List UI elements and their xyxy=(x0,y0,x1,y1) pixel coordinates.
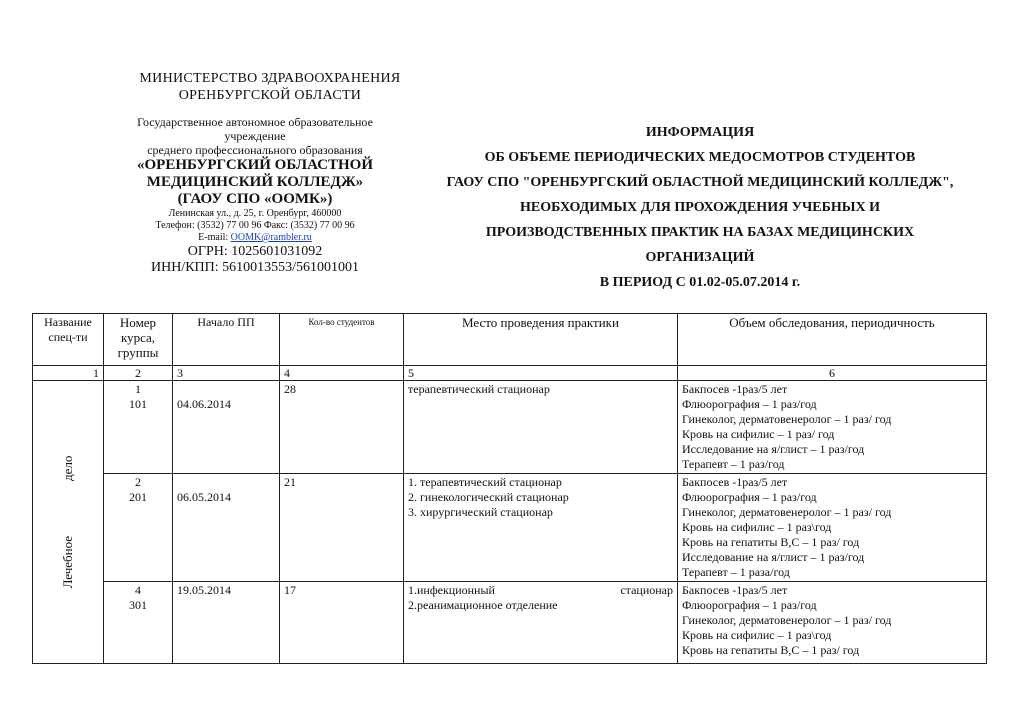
column-number: 4 xyxy=(280,366,404,381)
place-item: 1. терапевтический стационар xyxy=(408,475,562,489)
address: Ленинская ул., д. 25, г. Оренбург, 460000 xyxy=(168,208,342,219)
email-line xyxy=(120,232,390,244)
start-date: 06.05.2014 xyxy=(177,490,231,504)
exam-item: Исследование на я/глист – 1 раз/год xyxy=(682,442,865,456)
table-header-row xyxy=(33,314,987,366)
column-number: 2 xyxy=(104,366,173,381)
exam-item: Гинеколог, дерматовенеролог – 1 раз/ год xyxy=(682,613,892,627)
title-line: ИНФОРМАЦИЯ xyxy=(645,125,755,140)
inn-kpp: ИНН/КПП: 5610013553/561001001 xyxy=(150,260,360,275)
exams-cell xyxy=(678,582,987,664)
column-number: 6 xyxy=(678,366,987,381)
course-number: 2 xyxy=(135,475,141,489)
place-word: 1.инфекционный xyxy=(408,583,495,597)
exam-item: Терапевт – 1 раза/год xyxy=(682,565,790,579)
college-name: «ОРЕНБУРГСКИЙ ОБЛАСТНОЙ xyxy=(136,157,373,173)
place-item: 2.реанимационное отделение xyxy=(408,598,558,612)
institution-line: среднего профессионального образования xyxy=(147,143,363,157)
exam-item: Бакпосев -1раз/5 лет xyxy=(682,475,788,489)
exam-item: Флюорография – 1 раз/год xyxy=(682,397,817,411)
header-exams: Объем обследования, периодичность xyxy=(678,314,987,366)
exam-item: Гинеколог, дерматовенеролог – 1 раз/ год xyxy=(682,505,892,519)
students-cell: 21 xyxy=(280,474,404,582)
title-line: ОБ ОБЪЕМЕ ПЕРИОДИЧЕСКИХ МЕДОСМОТРОВ СТУДЕНТОВ xyxy=(484,150,916,165)
header-start: Начало ПП xyxy=(173,314,280,366)
document-title xyxy=(400,120,1000,295)
email-label: E-mail: xyxy=(198,232,231,243)
exam-item: Кровь на гепатиты В,С – 1 раз/ год xyxy=(682,643,860,657)
course-number: 4 xyxy=(135,583,141,597)
college-abbrev: (ГАОУ СПО «ООМК») xyxy=(177,191,333,207)
students-cell: 17 xyxy=(280,582,404,664)
group-number: 301 xyxy=(129,598,147,612)
place-item: терапевтический стационар xyxy=(408,382,550,396)
students-cell: 28 xyxy=(280,381,404,474)
column-number: 1 xyxy=(33,366,104,381)
institution-line: Государственное автономное образовательное xyxy=(137,115,373,129)
column-number: 3 xyxy=(173,366,280,381)
start-cell xyxy=(173,474,280,582)
header-course: Номер курса, группы xyxy=(104,314,173,366)
exam-item: Бакпосев -1раз/5 лет xyxy=(682,382,788,396)
course-cell xyxy=(104,381,173,474)
header-students: Кол-во студентов xyxy=(280,314,404,366)
exams-cell xyxy=(678,474,987,582)
exam-item: Кровь на сифилис – 1 раз/ год xyxy=(682,427,835,441)
place-item: 3. хирургический стационар xyxy=(408,505,553,519)
ogrn: ОГРН: 1025601031092 xyxy=(187,244,323,259)
group-number: 101 xyxy=(129,397,147,411)
table-row xyxy=(33,381,987,474)
start-date: 04.06.2014 xyxy=(177,397,231,411)
exam-item: Бакпосев -1раз/5 лет xyxy=(682,583,788,597)
institution-block xyxy=(120,115,390,276)
start-date: 19.05.2014 xyxy=(177,583,231,597)
course-number: 1 xyxy=(135,382,141,396)
place-item xyxy=(408,583,673,598)
specialty-word: дело xyxy=(60,455,75,481)
place-cell xyxy=(404,381,678,474)
title-line: НЕОБХОДИМЫХ ДЛЯ ПРОХОЖДЕНИЯ УЧЕБНЫХ И xyxy=(520,200,880,215)
specialty-word: Лечебное xyxy=(60,535,75,589)
course-cell xyxy=(104,582,173,664)
exam-item: Флюорография – 1 раз/год xyxy=(682,490,817,504)
college-name: МЕДИЦИНСКИЙ КОЛЛЕДЖ» xyxy=(146,174,364,190)
ministry-line: МИНИСТЕРСТВО ЗДРАВООХРАНЕНИЯ xyxy=(139,71,401,86)
group-number: 201 xyxy=(129,490,147,504)
title-line: ПРОИЗВОДСТВЕННЫХ ПРАКТИК НА БАЗАХ МЕДИЦИНСКИХ xyxy=(485,225,915,240)
header-place: Место проведения практики xyxy=(404,314,678,366)
start-cell xyxy=(173,582,280,664)
exam-item: Кровь на гепатиты В,С – 1 раз/ год xyxy=(682,535,860,549)
table-row xyxy=(33,474,987,582)
exam-item: Гинеколог, дерматовенеролог – 1 раз/ год xyxy=(682,412,892,426)
header-specialty: Название спец-ти xyxy=(33,314,104,366)
start-cell xyxy=(173,381,280,474)
title-line: ГАОУ СПО "ОРЕНБУРГСКИЙ ОБЛАСТНОЙ МЕДИЦИНСКИЙ КОЛЛЕДЖ", xyxy=(446,175,954,190)
exam-item: Терапевт – 1 раз/год xyxy=(682,457,785,471)
phone: Телефон: (3532) 77 00 96 Факс: (3532) 77 00 96 xyxy=(155,220,355,231)
place-word: стационар xyxy=(620,583,673,597)
table-row xyxy=(33,582,987,664)
exam-item: Кровь на сифилис – 1 раз\год xyxy=(682,628,832,642)
ministry-line: ОРЕНБУРГСКОЙ ОБЛАСТИ xyxy=(178,88,362,103)
specialty-label xyxy=(60,456,76,589)
course-cell xyxy=(104,474,173,582)
place-item: 2. гинекологический стационар xyxy=(408,490,569,504)
place-cell xyxy=(404,582,678,664)
exam-item: Флюорография – 1 раз/год xyxy=(682,598,817,612)
specialty-cell xyxy=(33,381,104,664)
column-number: 5 xyxy=(404,366,678,381)
institution-line: учреждение xyxy=(224,129,286,143)
exam-table xyxy=(32,313,987,664)
column-number-row xyxy=(33,366,987,381)
exams-cell xyxy=(678,381,987,474)
ministry-heading xyxy=(120,70,420,104)
title-line: В ПЕРИОД С 01.02-05.07.2014 г. xyxy=(599,275,801,290)
email-link[interactable]: OOMK@rambler.ru xyxy=(230,232,312,243)
title-line: ОРГАНИЗАЦИЙ xyxy=(645,250,755,265)
exam-item: Кровь на сифилис – 1 раз\год xyxy=(682,520,832,534)
place-cell xyxy=(404,474,678,582)
exam-item: Исследование на я/глист – 1 раз/год xyxy=(682,550,865,564)
